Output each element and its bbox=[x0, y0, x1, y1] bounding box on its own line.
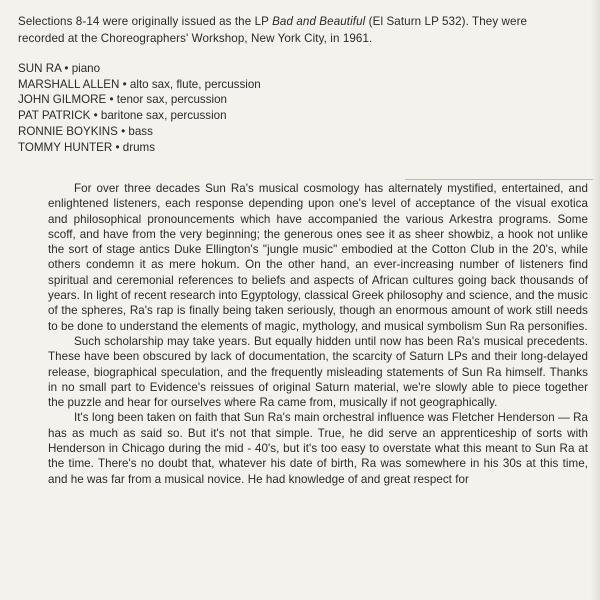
recording-info-suffix: (El Saturn LP 532). They were recorded at the Choreographers' Workshop, New York City, in 1961. bbox=[18, 15, 528, 45]
musician-name: PAT PATRICK bbox=[18, 109, 91, 123]
essay-paragraph: Such scholarship may take years. But equally hidden until now has been Ra's musical precedents. These have been obscured by lack of documentation, the scarcity of Saturn LPs and their long-delayed release, biographical speculation, and the frequently misleading statements of Sun Ra himself. Thanks in no small part to Evidence's reissues of original Saturn material, we're slowly able to piece together the puzzle and hear for ourselves where Ra came from, musically if not geographically. bbox=[48, 334, 588, 410]
musician-role: bass bbox=[128, 124, 153, 138]
musician-role: tenor sax, percussion bbox=[116, 93, 227, 107]
bullet-separator: • bbox=[122, 77, 127, 91]
musician-name: JOHN GILMORE bbox=[18, 93, 107, 107]
musician-name: SUN RA bbox=[18, 62, 62, 75]
bullet-separator: • bbox=[121, 124, 126, 138]
essay-paragraph: For over three decades Sun Ra's musical cosmology has alternately mystified, entertained, and enlightened listeners, each response depending upon one's level of acceptance of the visual exotica and philosophical pronouncements which have accompanied the various Arkestra programs. Some scoff, and have from the very beginning; the generous ones see it as sheer showbiz, a hook not unlike the sort of stage antics Duke Ellington's "jungle music" embodied at the Cotton Club in the 20's, while others condemn it as mere hokum. On the other hand, an ever-increasing number of listeners find spiritual and ceremonial references to beliefs and aspects of African cultures going back thousands of years. In light of recent research into Egyptology, classical Greek philosophy and science, and the music of the spheres, Ra's rap is finally being taken seriously, though an enormous amount of work still needs to be done to understand the elements of magic, mythology, and musical symbolism Sun Ra personifies. bbox=[48, 182, 588, 333]
musician-name: MARSHALL ALLEN bbox=[18, 77, 120, 91]
personnel-row bbox=[18, 108, 261, 124]
musician-name: TOMMY HUNTER bbox=[18, 140, 113, 154]
bullet-separator: • bbox=[109, 93, 114, 107]
section-divider bbox=[405, 179, 593, 180]
musician-name: RONNIE BOYKINS bbox=[18, 124, 118, 138]
bullet-separator: • bbox=[64, 62, 69, 75]
personnel-row bbox=[18, 124, 261, 140]
musician-role: piano bbox=[71, 62, 101, 75]
personnel-row bbox=[18, 61, 261, 77]
recording-info-prefix: Selections 8-14 were originally issued as the LP bbox=[18, 15, 273, 28]
bullet-separator: • bbox=[115, 140, 120, 154]
essay-paragraph: It's long been taken on faith that Sun Ra's main orchestral influence was Fletcher Henderson — Ra has as much as said so. But it's not that simple. True, he did serve an apprenticeship of sorts with Henderson in Chicago during the mid - 40's, but it's too easy to overstate what this meant to Sun Ra at the time. There's no doubt that, whatever his date of birth, Ra was somewhere in his 30s at this time, and he was far from a musical novice. He had knowledge of and great respect for bbox=[48, 411, 588, 486]
musician-role: alto sax, flute, percussion bbox=[129, 77, 261, 91]
personnel-row bbox=[18, 140, 261, 156]
musician-role: baritone sax, percussion bbox=[100, 109, 227, 123]
personnel-list bbox=[18, 61, 261, 155]
bullet-separator: • bbox=[93, 109, 98, 123]
personnel-row bbox=[18, 92, 261, 108]
personnel-row bbox=[18, 77, 261, 93]
recording-info bbox=[18, 13, 558, 47]
musician-role: drums bbox=[122, 140, 156, 154]
album-title: Bad and Beautiful bbox=[272, 15, 366, 28]
essay-body bbox=[48, 181, 588, 487]
page-edge-shadow bbox=[590, 0, 600, 600]
